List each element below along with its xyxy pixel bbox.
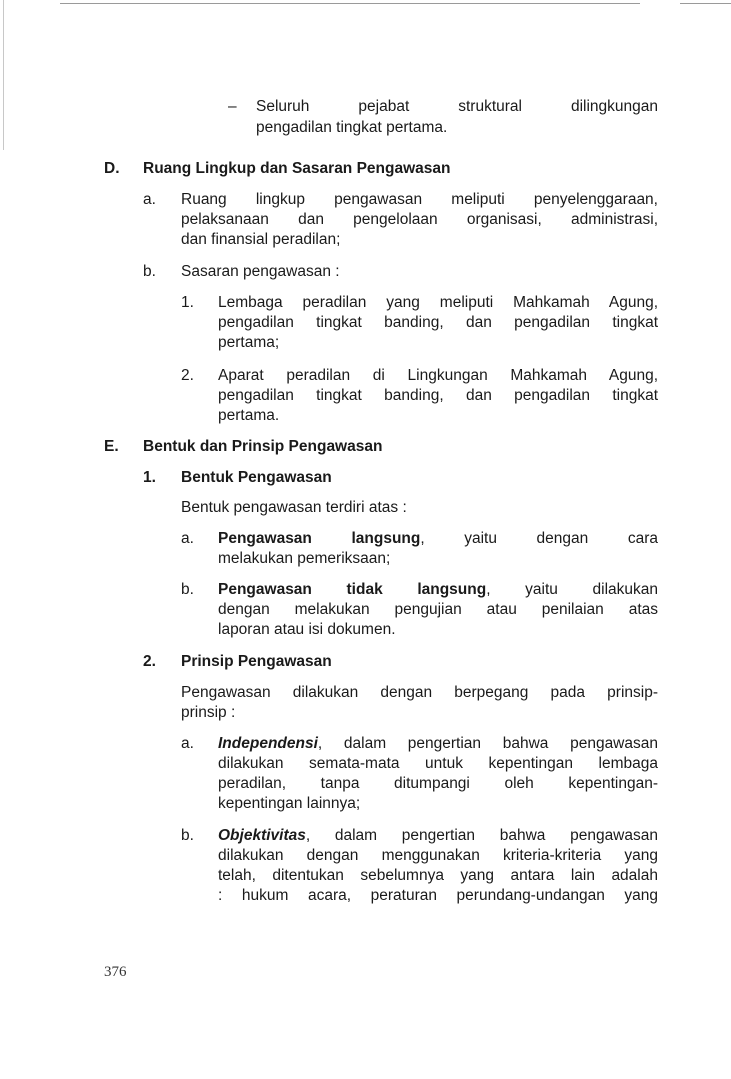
term-independensi: Independensi (218, 735, 318, 752)
section-e1-b-line3: laporan atau isi dokumen. (218, 621, 396, 638)
section-e2-b-line3: telah, ditentukan sebelumnya yang antara lain adalah (218, 867, 658, 884)
section-e1-b-label: b. (181, 581, 194, 598)
section-e1-b-line1 (218, 580, 658, 599)
scan-left-edge (3, 0, 4, 150)
section-d-b2-line2: pengadilan tingkat banding, dan pengadilan tingkat (218, 387, 658, 404)
section-e2-intro-line1: Pengawasan dilakukan dengan berpegang pada prinsip- (181, 684, 658, 701)
section-d-b1-label: 1. (181, 294, 194, 311)
section-d-a-line3: dan finansial peradilan; (181, 231, 341, 248)
section-d-b2-line1: Aparat peradilan di Lingkungan Mahkamah Agung, (218, 367, 658, 384)
term-pengawasan-tidak-langsung: Pengawasan tidak langsung (218, 581, 487, 598)
scan-top-rule-right (680, 3, 731, 4)
section-e2-b-line1 (218, 826, 658, 845)
section-e1-a-rest: , yaitu dengan cara (420, 530, 658, 547)
section-d-b1-line3: pertama; (218, 334, 280, 351)
section-d-a-label: a. (143, 191, 156, 208)
section-e2-label: 2. (143, 653, 156, 670)
section-d-b-label: b. (143, 263, 156, 280)
section-d-b1-line2: pengadilan tingkat banding, dan pengadilan tingkat (218, 314, 658, 331)
bullet-dash: – (228, 98, 237, 115)
section-e1-a-label: a. (181, 530, 194, 547)
section-e2-a-line3: peradilan, tanpa ditumpangi oleh kepentingan- (218, 775, 658, 792)
page-number: 376 (104, 964, 127, 980)
section-e2-a-rest: , dalam pengertian bahwa pengawasan (317, 735, 658, 752)
section-d-a-line1: Ruang lingkup pengawasan meliputi penyelenggaraan, (181, 191, 658, 208)
section-d-b2-label: 2. (181, 367, 194, 384)
section-d-label: D. (104, 160, 120, 177)
section-d-a-line2: pelaksanaan dan pengelolaan organisasi, administrasi, (181, 211, 658, 228)
section-e2-a-line2: dilakukan semata-mata untuk kepentingan lembaga (218, 755, 658, 772)
term-pengawasan-langsung: Pengawasan langsung (218, 530, 421, 547)
section-d-title: Ruang Lingkup dan Sasaran Pengawasan (143, 160, 451, 177)
section-e1-label: 1. (143, 469, 156, 486)
section-e2-b-line4: : hukum acara, peraturan perundang-undangan yang (218, 887, 658, 904)
term-objektivitas: Objektivitas (218, 827, 306, 844)
section-e1-a-line1 (218, 529, 658, 548)
intro-bullet-line1: Seluruh pejabat struktural dilingkungan (256, 98, 658, 115)
section-e-title: Bentuk dan Prinsip Pengawasan (143, 438, 383, 455)
section-d-b1-line1: Lembaga peradilan yang meliputi Mahkamah Agung, (218, 294, 658, 311)
section-d-b2-line3: pertama. (218, 407, 280, 424)
intro-bullet-line2: pengadilan tingkat pertama. (256, 119, 448, 136)
scan-top-rule (60, 3, 640, 4)
section-e1-a-line2: melakukan pemeriksaan; (218, 550, 391, 567)
section-e2-a-label: a. (181, 735, 194, 752)
section-e2-intro-line2: prinsip : (181, 704, 236, 721)
section-e1-b-rest: , yaitu dilakukan (486, 581, 659, 598)
section-e-label: E. (104, 438, 119, 455)
section-e2-a-line1 (218, 734, 658, 753)
section-e1-title: Bentuk Pengawasan (181, 469, 332, 486)
section-e2-b-rest: , dalam pengertian bahwa pengawasan (305, 827, 658, 844)
section-e2-a-line4: kepentingan lainnya; (218, 795, 361, 812)
section-d-b-text: Sasaran pengawasan : (181, 263, 340, 280)
section-e2-b-label: b. (181, 827, 194, 844)
section-e2-title: Prinsip Pengawasan (181, 653, 332, 670)
section-e1-b-line2: dengan melakukan pengujian atau penilaian atas (218, 601, 658, 618)
section-e2-b-line2: dilakukan dengan menggunakan kriteria-kriteria yang (218, 847, 658, 864)
section-e1-intro: Bentuk pengawasan terdiri atas : (181, 499, 407, 516)
